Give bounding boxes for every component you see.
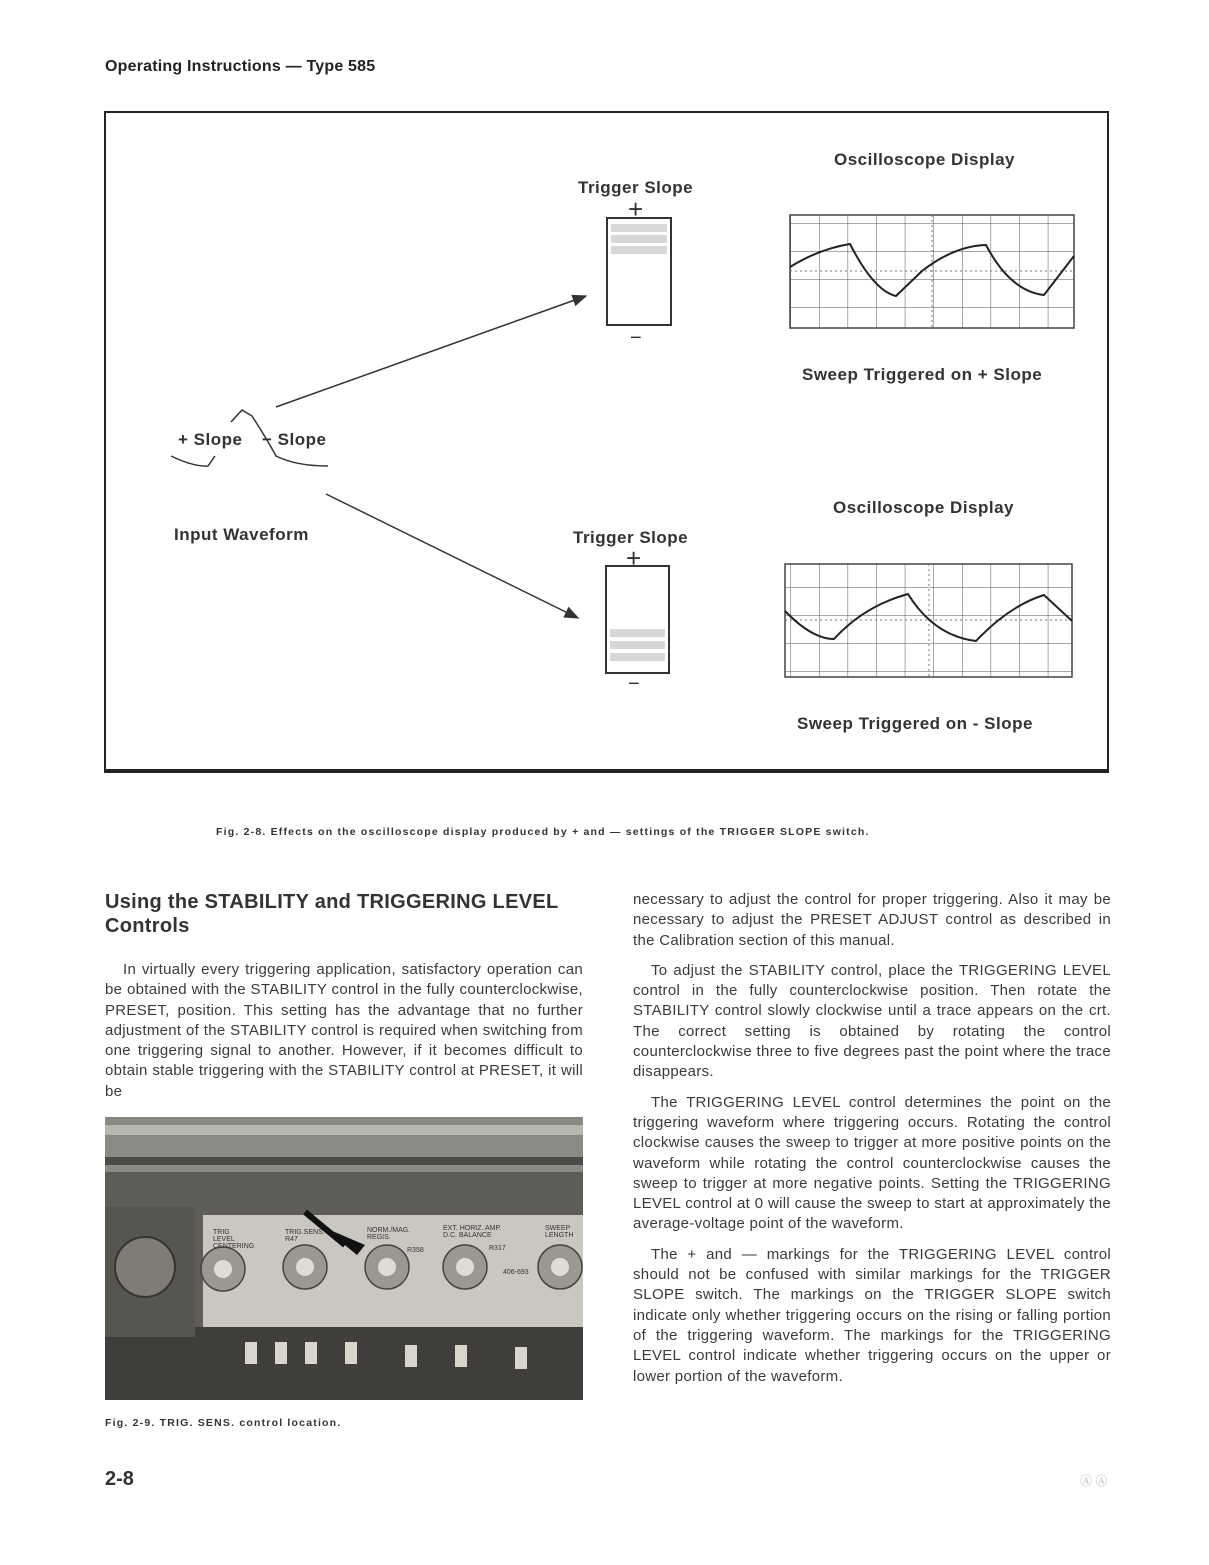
scope-display-top: [790, 215, 1074, 328]
photo-label-406-693: 406-693: [503, 1269, 529, 1276]
photo-label-trig-sens: TRIG.SENS. R47: [285, 1229, 325, 1243]
scope-display-bottom: [785, 564, 1072, 677]
arrow-to-top-switch: [276, 296, 586, 407]
trigger-slope-label-top: Trigger Slope: [578, 178, 694, 197]
figure-2-8-drawing: [104, 111, 1109, 773]
right-column: [633, 890, 1111, 1387]
photo-label-r317: R317: [489, 1245, 506, 1252]
photo-label-norm-mag: NORM./MAG. REGIS.: [367, 1227, 411, 1241]
right-paragraph-1: necessary to adjust the control for proper triggering. Also it may be necessary to adjust the PRESET ADJUST control as described in the Calibration section of this manual.: [633, 891, 1111, 949]
trig-sens-photo-drawing: [105, 1117, 583, 1400]
photo-label-trig-level: TRIG LEVEL CENTERING: [213, 1229, 255, 1250]
right-paragraph-2: To adjust the STABILITY control, place the TRIGGERING LEVEL control in the fully counterclockwise position. Then rotate the STABILITY control slowly clockwise until a trace appears on the crt. The correct setting is obtained by rotating the control counterclockwise three to five degrees past the point where the trace disappears.: [633, 961, 1111, 1081]
figure-2-8-caption: Fig. 2-8. Effects on the oscilloscope display produced by + and — settings of the TRIGGER SLOPE switch.: [216, 826, 870, 838]
plus-slope-label: + Slope: [178, 430, 243, 449]
scope-display-caption-bottom: Sweep Triggered on - Slope: [797, 714, 1033, 733]
photo-label-ext-horiz: EXT. HORIZ. AMP. D.C. BALANCE: [443, 1225, 502, 1239]
tektronix-logo: Ⓐ Ⓐ: [1080, 1474, 1108, 1488]
photo-label-r358: R358: [407, 1247, 424, 1254]
minus-slope-label: − Slope: [262, 430, 327, 449]
plus-mark-top: +: [628, 194, 644, 224]
scope-display-title-top: Oscilloscope Display: [834, 150, 1016, 169]
trigger-slope-label-bottom: Trigger Slope: [573, 528, 689, 547]
section-heading: Using the STABILITY and TRIGGERING LEVEL Controls: [105, 891, 559, 937]
arrow-to-bottom-switch: [326, 494, 578, 618]
scope-display-caption-top: Sweep Triggered on + Slope: [802, 365, 1043, 384]
right-paragraph-3: The TRIGGERING LEVEL control determines the point on the triggering waveform where triggering occurs. Rotating the control clockwise causes the sweep to trigger at more positive points on the waveform while rotating the control counterclockwise causes the sweep to trigger at more negative points. Setting the TRIGGERING LEVEL control at 0 will cause the sweep to start at approximately the average-voltage point of the waveform.: [633, 1093, 1111, 1233]
trigger-slope-switch-top: [607, 218, 671, 325]
plus-mark-bottom: +: [626, 543, 642, 573]
scope-display-title-bottom: Oscilloscope Display: [833, 498, 1015, 517]
photo-label-sweep-length: SWEEP LENGTH: [545, 1225, 574, 1239]
trig-sens-photo: [105, 1117, 583, 1400]
trigger-slope-switch-bottom: [606, 566, 669, 673]
left-column: [105, 960, 583, 1102]
page-header: Operating Instructions — Type 585: [105, 58, 376, 75]
page-number: 2-8: [105, 1468, 134, 1490]
right-paragraph-4: The + and — markings for the TRIGGERING LEVEL control should not be confused with similar markings for the TRIGGER SLOPE switch. The markings on the TRIGGER SLOPE switch indicate only whether triggering occurs on the rising or falling portion of the triggering waveform. The markings for the TRIGGERING LEVEL control indicate whether triggering occurs on the upper or lower portion of the waveform.: [633, 1245, 1111, 1385]
figure-2-9-caption: Fig. 2-9. TRIG. SENS. control location.: [105, 1417, 342, 1429]
left-paragraph: In virtually every triggering application, satisfactory operation can be obtained with the STABILITY control in the fully counterclockwise, PRESET, position. This setting has the advantage that no further adjustment of the STABILITY control is required when switching from one triggering signal to another. However, if it becomes difficult to obtain stable triggering with the STABILITY control at PRESET, it will be: [105, 961, 583, 1100]
minus-mark-bottom: −: [628, 673, 640, 695]
input-waveform-label: Input Waveform: [174, 525, 309, 544]
minus-mark-top: −: [630, 327, 642, 349]
